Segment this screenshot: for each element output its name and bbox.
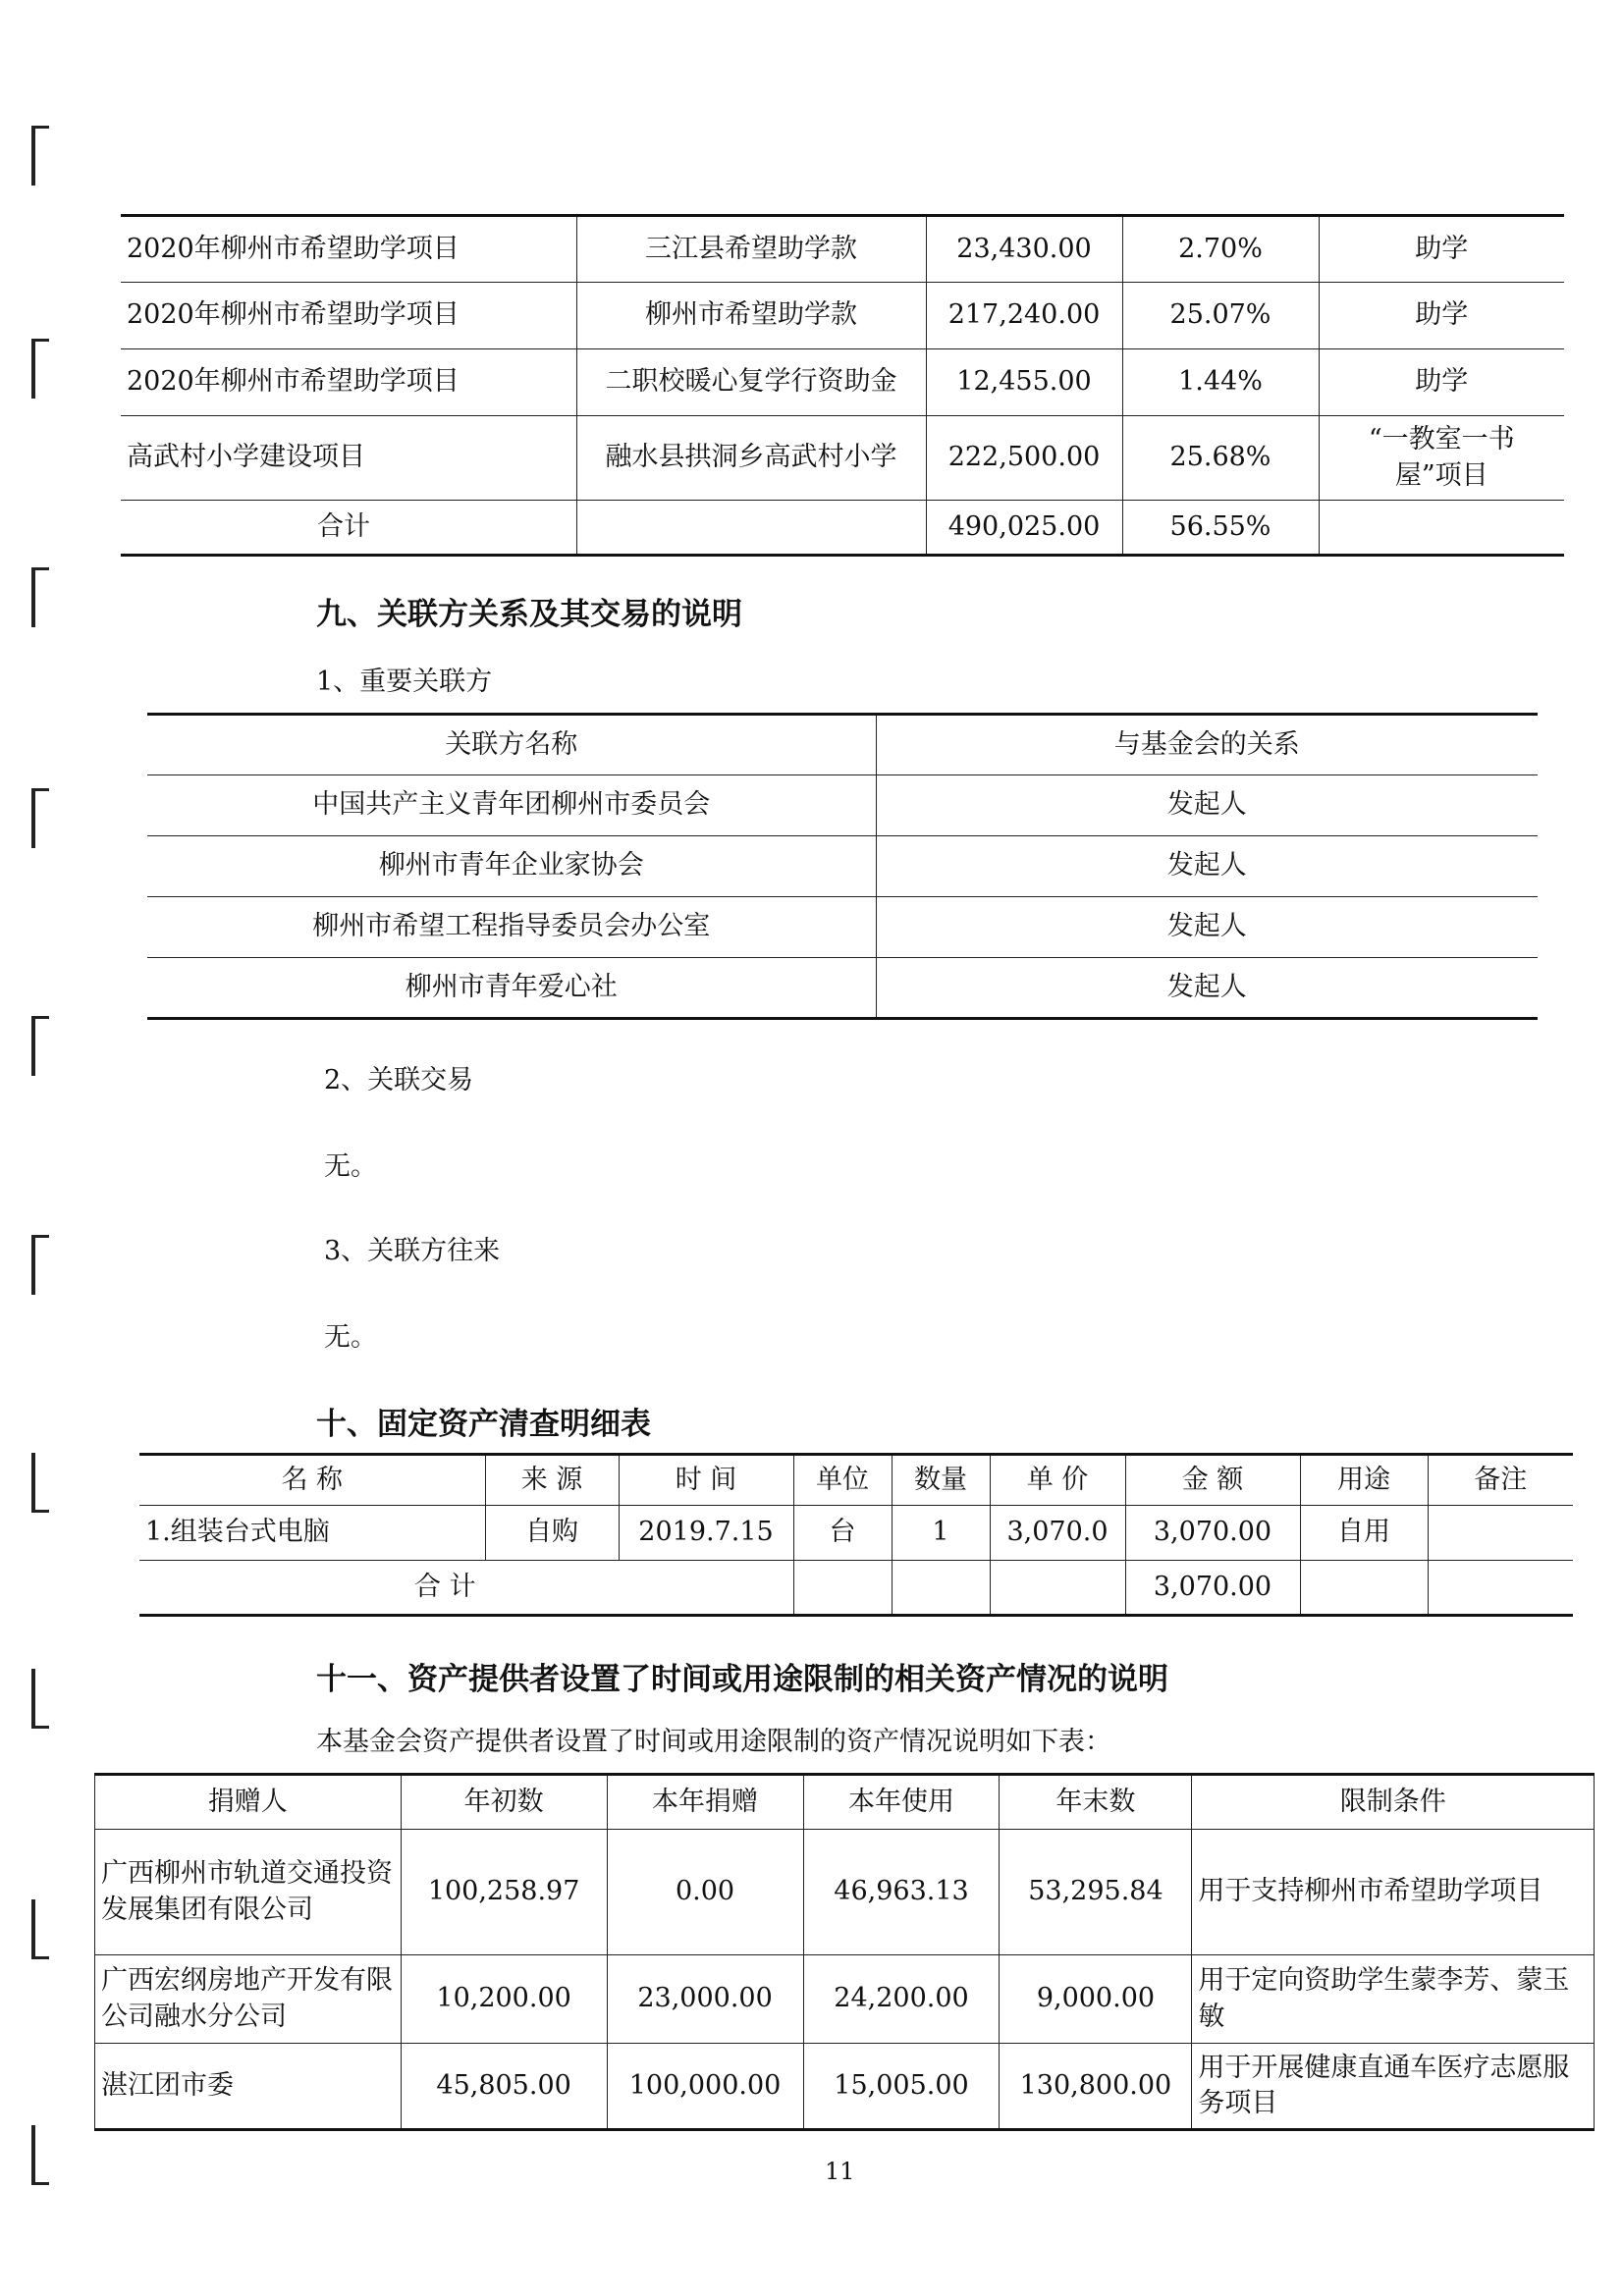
table-row xyxy=(121,416,1564,501)
header-date: 时 间 xyxy=(619,1455,793,1506)
table-row xyxy=(121,283,1564,349)
table-row xyxy=(95,1830,1595,1955)
used-value: 46,963.13 xyxy=(803,1830,1000,1955)
donated-value: 23,000.00 xyxy=(607,1955,803,2044)
scan-bracket xyxy=(31,1669,49,1729)
total-row xyxy=(121,501,1564,556)
donor-name: 广西宏纲房地产开发有限公司融水分公司 xyxy=(95,1955,402,2044)
total-label: 合计 xyxy=(121,501,576,556)
section-9-text3: 无。 xyxy=(324,1322,377,1353)
scan-bracket xyxy=(31,2125,49,2185)
usage-cell: 助学 xyxy=(1319,349,1564,416)
header-note: 备注 xyxy=(1428,1455,1573,1506)
ratio-cell: 25.68% xyxy=(1122,416,1319,501)
table-row xyxy=(121,349,1564,416)
asset-note xyxy=(1428,1506,1573,1561)
donated-value: 100,000.00 xyxy=(607,2044,803,2130)
table-header-row xyxy=(95,1775,1595,1830)
section-9-sub1: 1、重要关联方 xyxy=(316,667,493,697)
table-row xyxy=(121,216,1564,283)
begin-value: 10,200.00 xyxy=(401,1955,607,2044)
asset-price: 3,070.0 xyxy=(990,1506,1125,1561)
header-begin: 年初数 xyxy=(401,1775,607,1830)
header-name: 名 称 xyxy=(139,1455,485,1506)
section-11-title: 十一、资产提供者设置了时间或用途限制的相关资产情况的说明 xyxy=(316,1662,1168,1697)
begin-value: 100,258.97 xyxy=(401,1830,607,1955)
header-relation: 与基金会的关系 xyxy=(876,715,1538,775)
fixed-asset-table xyxy=(139,1453,1573,1617)
section-10-title: 十、固定资产清查明细表 xyxy=(316,1407,651,1442)
related-party-table xyxy=(147,713,1538,1020)
amount-cell: 222,500.00 xyxy=(926,416,1122,501)
donor-name: 广西柳州市轨道交通投资发展集团有限公司 xyxy=(95,1830,402,1955)
party-name: 中国共产主义青年团柳州市委员会 xyxy=(147,775,876,836)
header-donated: 本年捐赠 xyxy=(607,1775,803,1830)
project-cell: 2020年柳州市希望助学项目 xyxy=(121,283,576,349)
item-cell: 融水县拱洞乡高武村小学 xyxy=(576,416,926,501)
asset-amount: 3,070.00 xyxy=(1125,1506,1300,1561)
empty-cell xyxy=(892,1561,990,1616)
total-amount: 3,070.00 xyxy=(1125,1561,1300,1616)
ratio-cell: 1.44% xyxy=(1122,349,1319,416)
asset-name: 1.组装台式电脑 xyxy=(139,1506,485,1561)
amount-cell: 23,430.00 xyxy=(926,216,1122,283)
section-9-text2: 无。 xyxy=(324,1151,377,1182)
usage-cell: 助学 xyxy=(1319,216,1564,283)
header-price: 单 价 xyxy=(990,1455,1125,1506)
asset-source: 自购 xyxy=(485,1506,619,1561)
table-row xyxy=(147,775,1538,836)
scan-bracket xyxy=(31,1016,49,1076)
condition-text: 用于定向资助学生蒙李芳、蒙玉敏 xyxy=(1192,1955,1595,2044)
empty-cell xyxy=(1428,1561,1573,1616)
scan-bracket xyxy=(31,339,49,399)
party-name: 柳州市青年企业家协会 xyxy=(147,836,876,897)
table-row xyxy=(95,1955,1595,2044)
end-value: 130,800.00 xyxy=(1000,2044,1192,2130)
party-relation: 发起人 xyxy=(876,775,1538,836)
item-cell: 柳州市希望助学款 xyxy=(576,283,926,349)
total-row xyxy=(139,1561,1573,1616)
usage-cell: 助学 xyxy=(1319,283,1564,349)
asset-usage: 自用 xyxy=(1300,1506,1428,1561)
section-9-title: 九、关联方关系及其交易的说明 xyxy=(316,597,742,632)
party-relation: 发起人 xyxy=(876,836,1538,897)
header-unit: 单位 xyxy=(793,1455,892,1506)
project-cell: 2020年柳州市希望助学项目 xyxy=(121,216,576,283)
header-amount: 金 额 xyxy=(1125,1455,1300,1506)
asset-qty: 1 xyxy=(892,1506,990,1561)
used-value: 15,005.00 xyxy=(803,2044,1000,2130)
empty-cell xyxy=(1300,1561,1428,1616)
empty-cell xyxy=(1319,501,1564,556)
table-row xyxy=(147,958,1538,1019)
donated-value: 0.00 xyxy=(607,1830,803,1955)
ratio-cell: 2.70% xyxy=(1122,216,1319,283)
end-value: 53,295.84 xyxy=(1000,1830,1192,1955)
table-row xyxy=(139,1506,1573,1561)
scan-bracket xyxy=(31,1235,49,1295)
project-cell: 高武村小学建设项目 xyxy=(121,416,576,501)
scan-bracket xyxy=(31,567,49,627)
end-value: 9,000.00 xyxy=(1000,1955,1192,2044)
empty-cell xyxy=(990,1561,1125,1616)
used-value: 24,200.00 xyxy=(803,1955,1000,2044)
table-row xyxy=(147,836,1538,897)
item-cell: 二职校暖心复学行资助金 xyxy=(576,349,926,416)
restricted-asset-table xyxy=(94,1773,1595,2131)
item-cell: 三江县希望助学款 xyxy=(576,216,926,283)
amount-cell: 12,455.00 xyxy=(926,349,1122,416)
condition-text: 用于开展健康直通车医疗志愿服务项目 xyxy=(1192,2044,1595,2130)
donor-name: 湛江团市委 xyxy=(95,2044,402,2130)
table-header-row xyxy=(139,1455,1573,1506)
asset-unit: 台 xyxy=(793,1506,892,1561)
ratio-cell: 25.07% xyxy=(1122,283,1319,349)
project-cell: 2020年柳州市希望助学项目 xyxy=(121,349,576,416)
table-row xyxy=(95,2044,1595,2130)
header-qty: 数量 xyxy=(892,1455,990,1506)
scan-bracket xyxy=(31,1453,49,1513)
total-ratio: 56.55% xyxy=(1122,501,1319,556)
section-11-intro: 本基金会资产提供者设置了时间或用途限制的资产情况说明如下表： xyxy=(316,1727,1111,1757)
header-source: 来 源 xyxy=(485,1455,619,1506)
scan-bracket xyxy=(31,1899,49,1959)
header-usage: 用途 xyxy=(1300,1455,1428,1506)
condition-text: 用于支持柳州市希望助学项目 xyxy=(1192,1830,1595,1955)
usage-cell: “一教室一书屋”项目 xyxy=(1319,416,1564,501)
party-name: 柳州市希望工程指导委员会办公室 xyxy=(147,897,876,958)
page-number: 11 xyxy=(825,2158,855,2185)
total-label: 合 计 xyxy=(139,1561,793,1616)
empty-cell xyxy=(793,1561,892,1616)
party-relation: 发起人 xyxy=(876,897,1538,958)
asset-date: 2019.7.15 xyxy=(619,1506,793,1561)
scan-bracket xyxy=(31,788,49,848)
party-name: 柳州市青年爱心社 xyxy=(147,958,876,1019)
header-name: 关联方名称 xyxy=(147,715,876,775)
section-9-sub2: 2、关联交易 xyxy=(324,1065,474,1095)
table-row xyxy=(147,897,1538,958)
header-end: 年末数 xyxy=(1000,1775,1192,1830)
table-header-row xyxy=(147,715,1538,775)
project-expense-table xyxy=(121,214,1564,557)
header-used: 本年使用 xyxy=(803,1775,1000,1830)
amount-cell: 217,240.00 xyxy=(926,283,1122,349)
header-condition: 限制条件 xyxy=(1192,1775,1595,1830)
empty-cell xyxy=(576,501,926,556)
total-amount: 490,025.00 xyxy=(926,501,1122,556)
scan-bracket xyxy=(31,126,49,186)
party-relation: 发起人 xyxy=(876,958,1538,1019)
section-9-sub3: 3、关联方往来 xyxy=(324,1236,501,1266)
header-donor: 捐赠人 xyxy=(95,1775,402,1830)
begin-value: 45,805.00 xyxy=(401,2044,607,2130)
